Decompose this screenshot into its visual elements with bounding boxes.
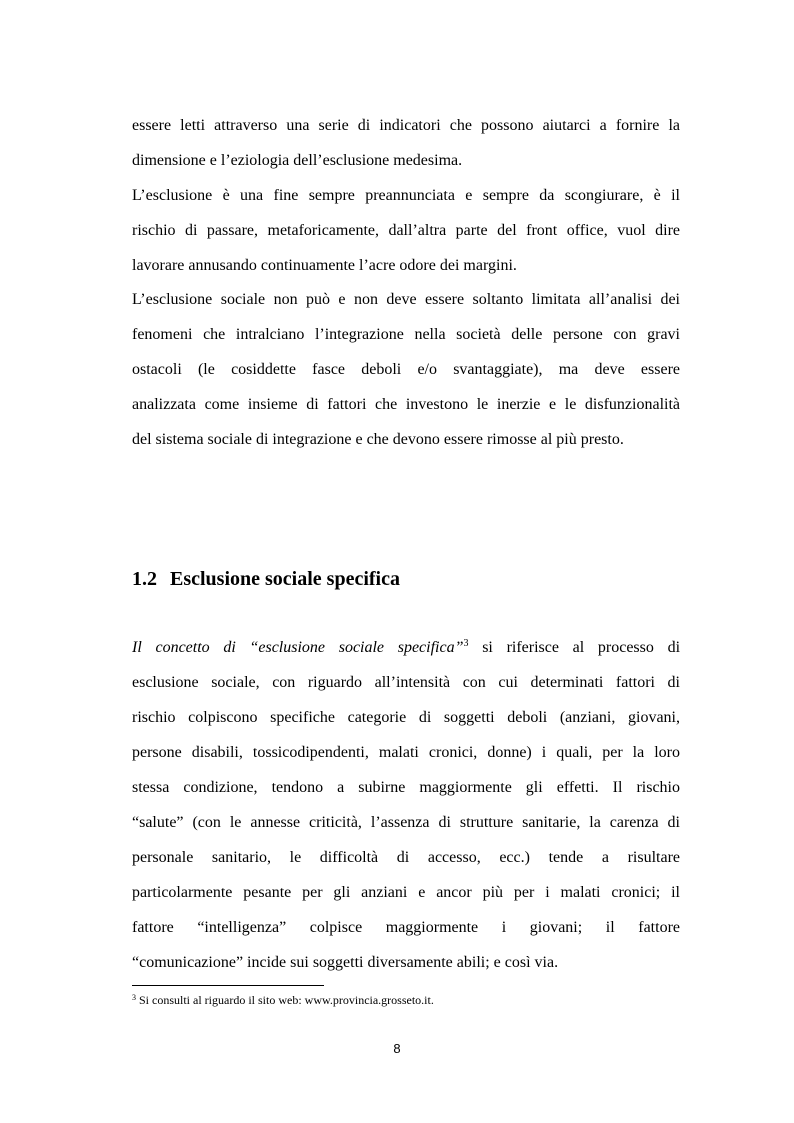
paragraph-4-line-6: “salute” (con le annesse criticità, l’assenza di strutture sanitarie, la carenza di [132, 814, 680, 831]
paragraph-4-line-2: esclusione sociale, con riguardo all’intensità con cui determinati fattori di [132, 674, 680, 691]
paragraph-3-line-1: L’esclusione sociale non può e non deve essere soltanto limitata all’analisi dei [132, 291, 680, 308]
paragraph-1-line-1: essere letti attraverso una serie di indicatori che possono aiutarci a fornire la [132, 117, 680, 134]
paragraph-4-line-9: fattore “intelligenza” colpisce maggiormente i giovani; il fattore [132, 919, 680, 936]
paragraph-3-line-5: del sistema sociale di integrazione e che devono essere rimosse al più presto. [132, 431, 624, 448]
paragraph-4-line-8: particolarmente pesante per gli anziani e ancor più per i malati cronici; il [132, 884, 680, 901]
paragraph-3-line-4: analizzata come insieme di fattori che investono le inerzie e le disfunzionalità [132, 396, 680, 413]
footnote-separator [132, 985, 324, 986]
italic-lead-phrase: Il concetto di “esclusione sociale specifica” [132, 639, 464, 656]
paragraph-4-line-5: stessa condizione, tendono a subirne maggiormente gli effetti. Il rischio [132, 779, 680, 796]
paragraph-4-line-3: rischio colpiscono specifiche categorie di soggetti deboli (anziani, giovani, [132, 709, 680, 726]
paragraph-4-line-7: personale sanitario, le difficoltà di accesso, ecc.) tende a risultare [132, 849, 680, 866]
paragraph-4-line-1-rest: si riferisce al processo di [482, 639, 681, 656]
footnote [132, 992, 434, 1008]
paragraph-2-line-1: L’esclusione è una fine sempre preannunciata e sempre da scongiurare, è il [132, 187, 680, 204]
section-title: Esclusione sociale specifica [170, 568, 400, 590]
paragraph-2-line-3: lavorare annusando continuamente l’acre odore dei margini. [132, 257, 517, 274]
paragraph-2-line-2: rischio di passare, metaforicamente, dall’altra parte del front office, vuol dire [132, 222, 680, 239]
footnote-reference[interactable]: 3 [463, 638, 469, 649]
paragraph-3-line-2: fenomeni che intralciano l’integrazione nella società delle persone con gravi [132, 326, 680, 343]
section-number: 1.2 [132, 568, 157, 590]
paragraph-4-line-10: “comunicazione” incide sui soggetti diversamente abili; e così via. [132, 954, 559, 971]
footnote-marker: 3 [132, 993, 136, 1002]
footnote-text: Si consulti al riguardo il sito web: www.provincia.grosseto.it. [139, 993, 434, 1007]
paragraph-4-line-1 [132, 638, 680, 658]
paragraph-3-line-3: ostacoli (le cosiddette fasce deboli e/o svantaggiate), ma deve essere [132, 361, 680, 378]
page-number: 8 [393, 1041, 401, 1056]
paragraph-1-line-2: dimensione e l’eziologia dell’esclusione medesima. [132, 152, 463, 169]
paragraph-4-line-4: persone disabili, tossicodipendenti, malati cronici, donne) i quali, per la loro [132, 744, 680, 761]
section-heading [132, 567, 400, 591]
